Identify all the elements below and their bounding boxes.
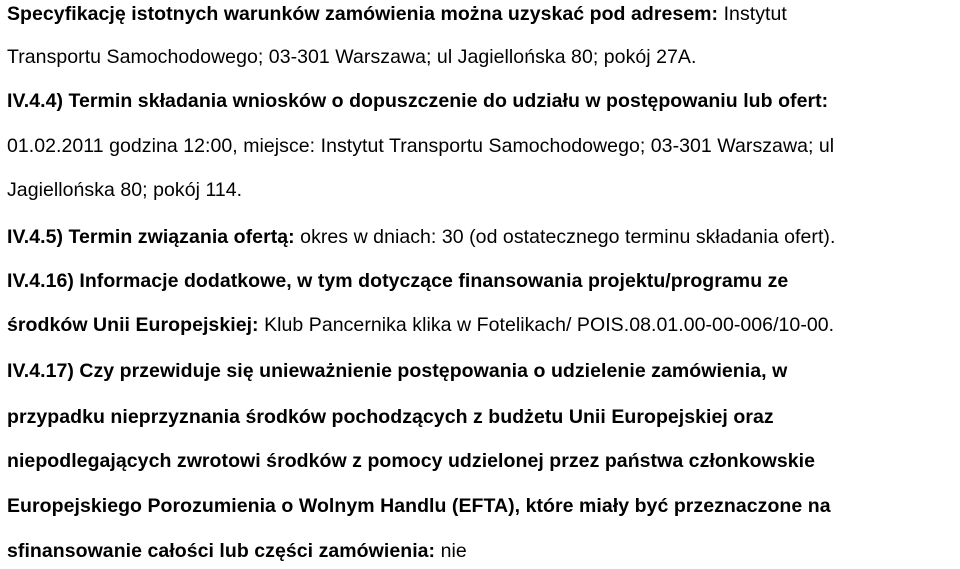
normal-run: Jagiellońska 80; pokój 114. [7, 179, 243, 201]
bold-run: Specyfikację istotnych warunków zamówienia można uzyskać pod adresem: [7, 3, 719, 25]
text-line [7, 45, 696, 69]
text-line [7, 313, 834, 337]
text-line [7, 2, 787, 26]
normal-run: okres w dniach: 30 (od ostatecznego terminu składania ofert). [294, 226, 836, 248]
normal-run: 01.02.2011 godzina 12:00, miejsce: Instytut Transportu Samochodowego; 03-301 Warszawa; ul [7, 135, 835, 157]
bold-run: środków Unii Europejskiej: [7, 314, 259, 336]
bold-run: IV.4.16) Informacje dodatkowe, w tym dotyczące finansowania projektu/programu ze [7, 270, 789, 292]
bold-run: IV.4.4) Termin składania wniosków o dopuszczenie do udziału w postępowaniu lub ofert: [7, 90, 829, 112]
normal-run: Transportu Samochodowego; 03-301 Warszawa; ul Jagiellońska 80; pokój 27A. [7, 46, 697, 68]
bold-run: niepodlegających zwrotowi środków z pomocy udzielonej przez państwa członkowskie [7, 450, 815, 472]
bold-run: Europejskiego Porozumienia o Wolnym Handlu (EFTA), które miały być przeznaczone na [7, 495, 831, 517]
text-line [7, 178, 242, 202]
normal-run: Instytut [718, 3, 787, 25]
bold-run: IV.4.5) Termin związania ofertą: [7, 226, 295, 248]
bold-run: IV.4.17) Czy przewiduje się unieważnienie postępowania o udzielenie zamówienia, w [7, 360, 788, 382]
bold-run: przypadku nieprzyznania środków pochodzących z budżetu Unii Europejskiej oraz [7, 406, 774, 428]
section-heading [7, 89, 828, 113]
section-heading [7, 359, 787, 383]
section-heading [7, 225, 835, 249]
text-line [7, 449, 815, 473]
text-line [7, 405, 774, 429]
text-line [7, 134, 834, 158]
section-heading [7, 269, 788, 293]
normal-run: Klub Pancernika klika w Fotelikach/ POIS.08.01.00-00-006/10-00. [258, 314, 835, 336]
normal-run: nie [435, 540, 467, 562]
bold-run: sfinansowanie całości lub części zamówienia: [7, 540, 436, 562]
text-line [7, 539, 467, 563]
text-line [7, 494, 831, 518]
